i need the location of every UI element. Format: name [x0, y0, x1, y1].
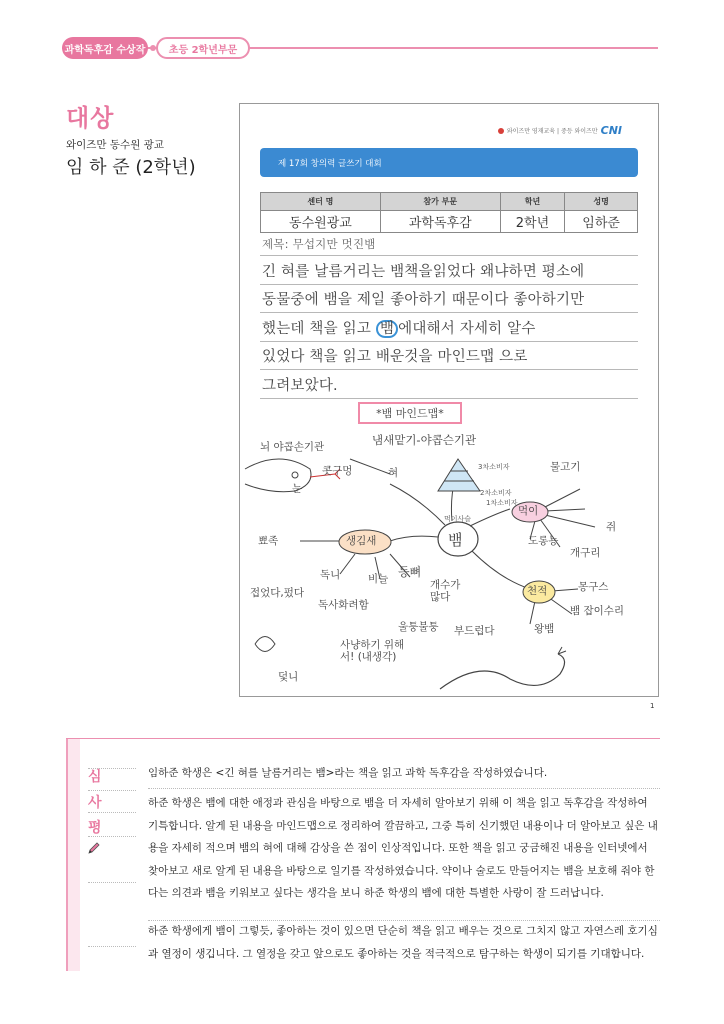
branch-line	[530, 601, 535, 624]
review-side-rule	[66, 739, 68, 971]
table-header: 참가 부문	[380, 193, 500, 211]
snake-tongue-drawing	[558, 647, 566, 654]
mindmap-node-hunt: 사냥하기 위해서! (내생각)	[340, 639, 405, 663]
scan-logo	[498, 124, 622, 137]
mindmap-node-food: 먹이	[518, 505, 539, 517]
entry-info-table	[260, 192, 638, 233]
snake-body-drawing	[440, 654, 565, 689]
branch-line	[472, 551, 530, 589]
page-number: 1	[650, 702, 655, 710]
review-label-char: 심	[88, 769, 102, 785]
table-header: 센터 명	[261, 193, 381, 211]
label-separator	[88, 812, 136, 813]
branch-line	[390, 484, 445, 525]
mindmap-node-nostril: 콧구멍	[322, 465, 353, 477]
essay-line: 있었다 책을 읽고 배운것을 마인드맵 으로	[260, 342, 638, 371]
pencil-icon	[86, 840, 102, 856]
table-cell: 2학년	[500, 211, 565, 233]
mindmap-node-lizard: 개구리	[570, 547, 601, 559]
mindmap-node-trap: 덫니	[278, 671, 299, 683]
label-separator	[88, 882, 136, 883]
review-paragraph: 임하준 학생은 <긴 혀를 날름거리는 뱀>라는 책을 읽고 과학 독후감을 작성하였습니다.	[148, 767, 548, 779]
review-paragraph: 하준 학생에게 뱀이 그렇듯, 좋아하는 것이 있으면 단순히 책을 읽고 배우는 것으로 그치지 않고 자연스레 호기심과 열정이 생깁니다. 그 열정을 갖고 앞으로도 좋아하는 것을 적극적으로 탐구하는 학생이 되기를 기대합니다.	[148, 925, 658, 960]
branch-line	[545, 509, 585, 511]
mindmap-drawing	[240, 429, 660, 699]
mindmap-node-brain: 뇌 야콥손기관	[260, 441, 325, 453]
label-separator	[88, 790, 136, 791]
mindmap-node-prey-label: 먹이사슬	[444, 515, 472, 523]
highlighted-word: 뱀	[376, 320, 398, 338]
table-cell: 과학독후감	[380, 211, 500, 233]
mindmap-node-enemy: 천적	[527, 585, 548, 597]
table-header: 학년	[500, 193, 565, 211]
logo-brand: CNI	[600, 124, 622, 137]
essay-line: 그려보았다.	[260, 370, 638, 399]
handwritten-lines	[260, 236, 638, 399]
mindmap-title: *뱀 마인드맵*	[358, 402, 462, 424]
snake-eye-drawing	[292, 472, 298, 478]
mindmap-node-food-chain: 3차소비자	[478, 463, 510, 471]
mindmap-node-smell: 냄새맡기-야콥슨기관	[372, 433, 477, 447]
mindmap-node-p1: 1차소비자	[486, 499, 518, 507]
essay-line: 긴 혀를 날름거리는 뱀책을읽었다 왜냐하면 평소에	[260, 256, 638, 285]
mindmap-node-king-snake: 왕뱀	[534, 623, 555, 635]
branch-line	[545, 515, 595, 527]
branch-line	[548, 597, 572, 614]
logo-dot-icon	[498, 128, 504, 134]
table-cell: 임하준	[565, 211, 638, 233]
mindmap-node-frog: 물고기	[550, 461, 581, 473]
mindmap-node-poison: 독사화려함	[318, 599, 369, 611]
branch-line	[350, 459, 390, 474]
essay-line: 동물중에 뱀을 제일 좋아하기 때문이다 좋아하기만	[260, 285, 638, 314]
mindmap-center: 뱀	[448, 531, 463, 549]
mindmap-node-snake-catch: 뱀 잡이수리	[570, 605, 625, 617]
review-label-char: 평	[88, 820, 102, 836]
mindmap-node-folded: 접었다,펐다	[250, 587, 305, 599]
trap-sketch	[255, 637, 275, 652]
essay-title-line: 제목: 무섭지만 멋진뱀	[260, 236, 638, 256]
branch-line	[390, 536, 438, 541]
paragraph-separator	[148, 788, 660, 789]
mindmap-node-fang: 독니	[320, 569, 341, 581]
essay-scan	[239, 103, 659, 710]
essay-line-part: 했는데 책을 읽고	[262, 320, 372, 337]
mindmap-node-pointy: 뾰족	[258, 535, 279, 547]
mindmap-node-mongoose: 몽구스	[578, 581, 609, 593]
mindmap-node-tongue: 혀	[388, 467, 399, 479]
mindmap-node-bird: 도롱뇽	[528, 535, 559, 547]
table-header: 성명	[565, 193, 638, 211]
award-title: 대상	[66, 104, 115, 132]
label-separator	[88, 768, 136, 769]
logo-text: 와이즈만 영재교육 | 중등 와이즈만	[506, 128, 598, 135]
mindmap-node-soft: 부드럽다	[454, 625, 495, 637]
mindmap-node-eye: 눈	[292, 483, 303, 495]
essay-line-part: 에대해서 자세히 알수	[398, 320, 536, 337]
review-paragraph: 하준 학생은 뱀에 대한 애정과 관심을 바탕으로 뱀을 더 자세히 알아보기 위해 이 책을 읽고 독후감을 작성하여 기특합니다. 알게 된 내용을 마인드맵으로 정리하여 깔끔하고, 그중 특히 신기했던 내용이나 더 알아보고 싶은 내용을 자세히 적으며 뱀의 혀에 대해 감상을 쓴 점이 인상적입니다. 또한 책을 읽고 궁금해진 내용을 인터넷에서 찾아보고 새로 알게 된 내용을 바탕으로 일기를 작성하였습니다. 약이나 술로도 만들어지는 뱀을 보호해 줘야 한다는 의견과 뱀을 키워보고 싶다는 생각을 보니 하준 학생의 뱀에 대한 특별한 사랑이 잘 드러납니다.	[148, 797, 658, 899]
mindmap-node-appearance: 생김새	[346, 535, 377, 547]
mindmap-node-mouse: 쥐	[606, 521, 617, 533]
mindmap-node-spine: 등뼈	[398, 565, 422, 579]
mindmap-node-bumpy: 울퉁불퉁	[398, 621, 439, 633]
mindmap-node-shape: 개수가 많다	[430, 579, 461, 603]
essay-line	[260, 313, 638, 342]
contest-title-bar: 제 17회 창의력 글쓰기 대회	[260, 148, 638, 177]
table-cell: 동수원광교	[261, 211, 381, 233]
food-chain-pyramid	[438, 459, 480, 491]
category-badge: 과학독후감 수상작	[62, 37, 148, 59]
branch-line	[470, 509, 510, 526]
label-separator	[88, 836, 136, 837]
review-side-panel	[66, 739, 80, 971]
branch-line	[552, 589, 578, 591]
branch-line	[340, 554, 355, 574]
mindmap-node-p2: 2차소비자	[480, 489, 512, 497]
school-name: 와이즈만 동수원 광교	[66, 139, 164, 151]
branch-line	[545, 489, 580, 507]
review-label-char: 사	[88, 795, 102, 811]
division-badge: 초등 2학년부문	[156, 37, 250, 59]
review-top-rule	[66, 738, 660, 739]
mindmap-node-scales: 비늘	[368, 573, 389, 585]
label-separator	[88, 946, 136, 947]
student-name: 임 하 준 (2학년)	[66, 157, 196, 178]
